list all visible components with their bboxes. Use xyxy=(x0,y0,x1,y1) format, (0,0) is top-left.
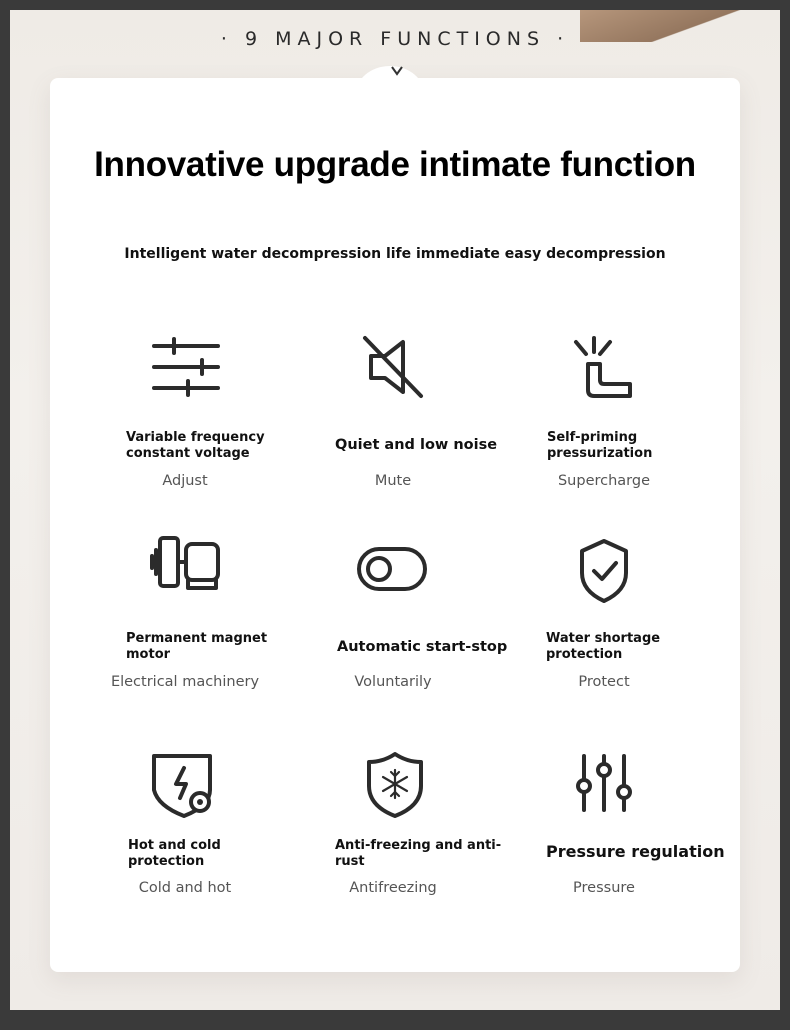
sliders-vertical-icon xyxy=(564,750,644,820)
feature-caption-antifreezing: Antifreezing xyxy=(349,880,437,896)
feature-label-quiet: Quiet and low noise xyxy=(335,437,498,453)
feature-caption-pressure: Pressure xyxy=(573,880,635,896)
page-frame xyxy=(10,10,780,1010)
feature-caption-adjust: Adjust xyxy=(162,473,208,489)
feature-label-anti-freezing: Anti-freezing and anti-rust xyxy=(335,838,502,869)
shield-bolt-icon xyxy=(144,750,224,820)
section-header: · 9 MAJOR FUNCTIONS · xyxy=(220,28,570,50)
feature-label-hot-cold: Hot and cold protection xyxy=(128,838,221,869)
page-subtitle: Intelligent water decompression life immediate easy decompression xyxy=(124,246,666,262)
chevron-down-icon xyxy=(389,64,405,78)
pipe-pressure-icon xyxy=(566,332,646,402)
feature-label-water-shortage: Water shortage protection xyxy=(546,631,661,662)
shield-check-icon xyxy=(564,535,644,605)
feature-label-self-priming: Self-priming pressurization xyxy=(547,430,653,461)
shield-snowflake-icon xyxy=(355,750,435,820)
feature-caption-supercharge: Supercharge xyxy=(557,473,651,489)
feature-caption-cold-hot: Cold and hot xyxy=(138,880,232,896)
toggle-switch-icon xyxy=(353,535,433,605)
mute-icon xyxy=(355,332,435,402)
feature-label-pressure-regulation: Pressure regulation xyxy=(546,842,725,861)
feature-caption-voluntarily: Voluntarily xyxy=(354,674,432,690)
sliders-horizontal-icon xyxy=(146,332,226,402)
feature-label-auto-start-stop: Automatic start-stop xyxy=(337,639,508,655)
feature-label-variable-frequency: Variable frequency constant voltage xyxy=(126,430,265,461)
feature-caption-mute: Mute xyxy=(374,473,412,489)
feature-label-permanent-magnet: Permanent magnet motor xyxy=(126,631,268,662)
feature-caption-protect: Protect xyxy=(578,674,630,690)
feature-caption-electrical: Electrical machinery xyxy=(110,674,260,690)
page-title: Innovative upgrade intimate function xyxy=(94,145,696,184)
motor-icon xyxy=(146,530,226,600)
